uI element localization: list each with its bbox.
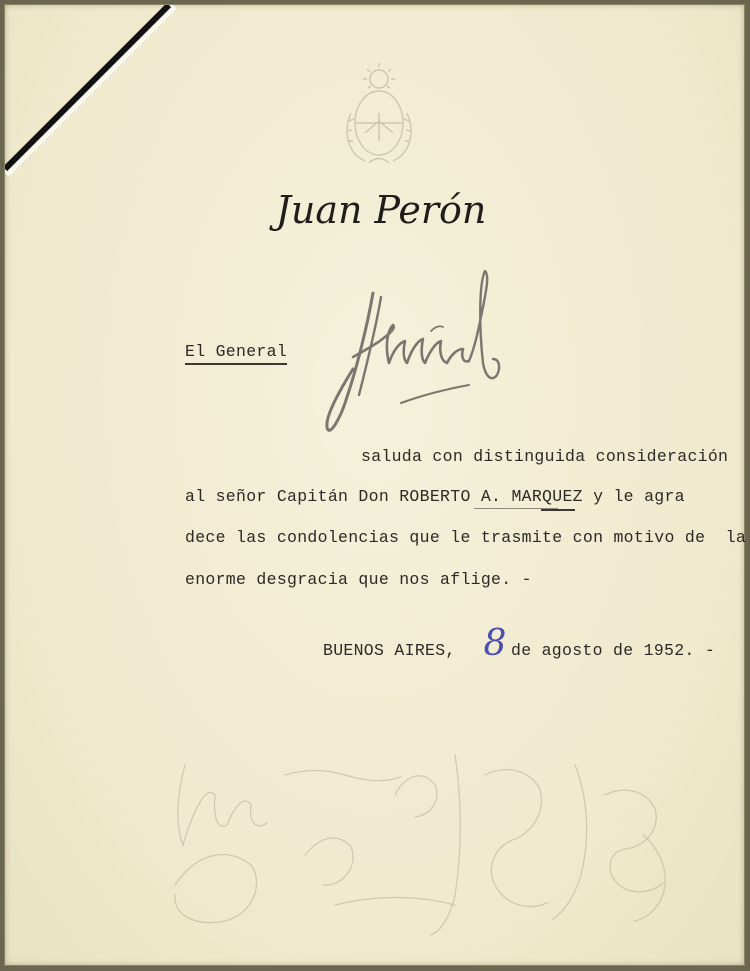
mourning-band <box>5 5 185 185</box>
letterhead-name-text: Juan Perón <box>275 188 487 232</box>
body-line-3: dece las condolencias que le trasmite con motivo de la <box>185 528 747 547</box>
hyphenation-underline <box>541 509 575 511</box>
body-line-1: saluda con distinguida consideración <box>361 447 729 466</box>
handwritten-day-text: 8 <box>483 623 507 663</box>
body-line-4: enorme desgracia que nos aflige. - <box>185 570 532 589</box>
date-text: de agosto de 1952. - <box>511 641 716 660</box>
national-coat-of-arms-watermark <box>341 61 417 171</box>
handwritten-day <box>481 619 509 663</box>
date-place: BUENOS AIRES, <box>323 641 456 660</box>
salutation-underline <box>185 363 287 365</box>
letterhead-name <box>251 177 511 257</box>
reverse-side-signature-bleed <box>155 735 695 940</box>
letter-sheet <box>4 4 745 966</box>
handwritten-signature <box>323 267 507 442</box>
body-line-2: al señor Capitán Don ROBERTO A. MARQUEZ y le agra <box>185 487 685 506</box>
salutation: El General <box>185 342 288 361</box>
